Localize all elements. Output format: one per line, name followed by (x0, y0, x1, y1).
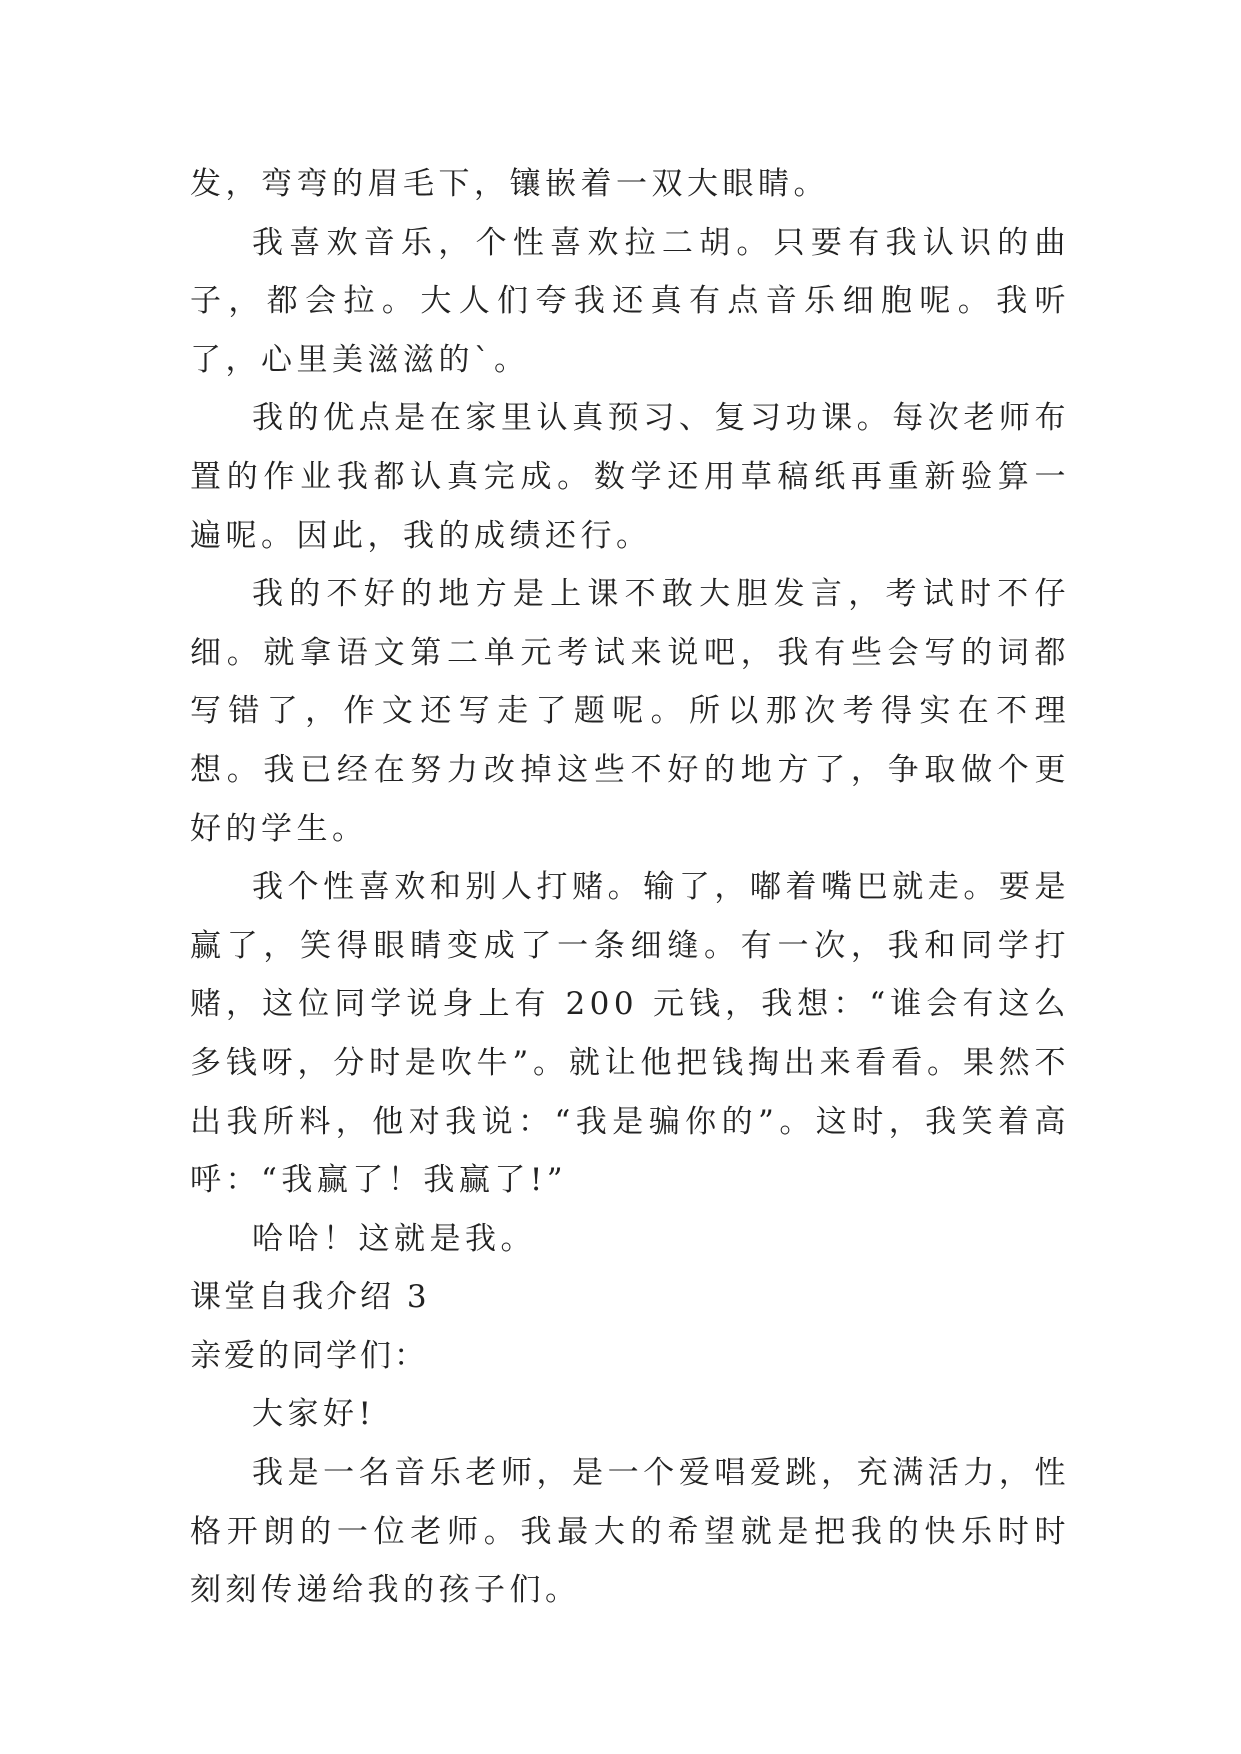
paragraph-teacher-intro: 我是一名音乐老师，是一个爱唱爱跳，充满活力，性格开朗的一位老师。我最大的希望就是把我的快乐时时刻刻传递给我的孩子们。 (190, 1455, 1070, 1609)
paragraph-closing: 哈哈！这就是我。 (252, 1220, 536, 1257)
paragraph-continued: 发，弯弯的眉毛下，镶嵌着一双大眼睛。 (190, 166, 829, 202)
paragraph-weaknesses: 我的不好的地方是上课不敢大胆发言，考试时不仔细。就拿语文第二单元考试来说吧，我有些会写的词都写错了，作文还写走了题呢。所以那次考得实在不理想。我已经在努力改掉这些不好的地方了，争取做个更好的学生。 (190, 576, 1070, 847)
paragraph-betting: 我个性喜欢和别人打赌。输了，嘟着嘴巴就走。要是赢了，笑得眼睛变成了一条细缝。有一次，我和同学打赌，这位同学说身上有 200 元钱，我想：“谁会有这么多钱呀，分时是吹牛”。就让他把钱掏出来看看。果然不出我所料，他对我说：“我是骗你的”。这时，我笑着高呼：“我赢了！我赢了!” (190, 869, 1070, 1199)
document-body (190, 155, 1070, 1620)
paragraph-strengths: 我的优点是在家里认真预习、复习功课。每次老师布置的作业我都认真完成。数学还用草稿纸再重新验算一遍呢。因此，我的成绩还行。 (190, 400, 1070, 554)
greeting-line: 亲爱的同学们： (190, 1337, 428, 1374)
paragraph-hello: 大家好! (252, 1396, 376, 1433)
section-title: 课堂自我介绍 3 (190, 1279, 430, 1316)
paragraph-music: 我喜欢音乐，个性喜欢拉二胡。只要有我认识的曲子，都会拉。大人们夸我还真有点音乐细胞呢。我听了，心里美滋滋的`。 (190, 224, 1070, 378)
